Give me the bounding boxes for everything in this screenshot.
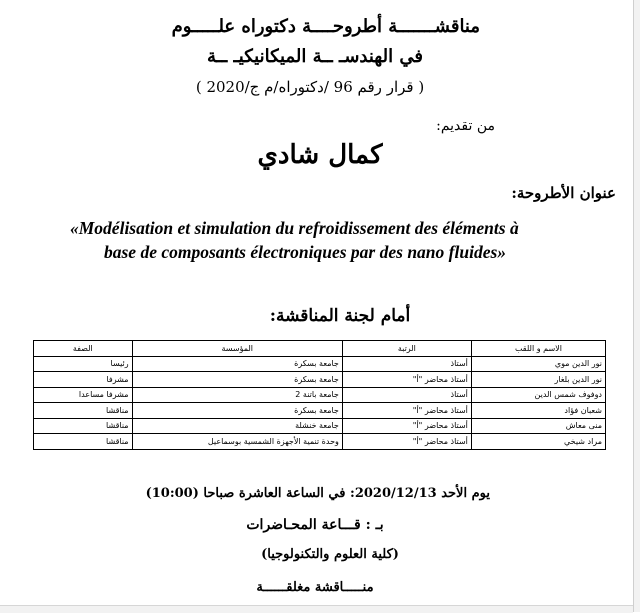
- decree-reference: ( قرار رقم 96 /دكتوراه/م ج/2020 ): [195, 78, 425, 96]
- member-rank: أستاذ محاضر "أ": [342, 418, 471, 434]
- thesis-title-line-2: base de composants électroniques par des nano fluides»: [104, 242, 507, 262]
- member-role: مناقشا: [34, 434, 133, 450]
- member-institution: جامعة خنشلة: [132, 418, 342, 434]
- thesis-title-label: عنوان الأطروحة:: [511, 184, 616, 202]
- member-role: مشرفا: [34, 372, 133, 388]
- table-row: [34, 372, 606, 388]
- member-rank: أستاذ: [342, 387, 471, 403]
- column-header-role: الصفة: [34, 341, 133, 357]
- table-header-row: [34, 341, 606, 357]
- presented-by-label: من تقديم:: [436, 118, 495, 134]
- member-rank: أستاذ محاضر "أ": [342, 403, 471, 419]
- member-name: نور الدين بلغار: [471, 372, 605, 388]
- closed-defense-note: منـــــاقشة مغلقــــــة: [256, 580, 374, 595]
- member-rank: أستاذ: [342, 356, 471, 372]
- member-role: رئيسا: [34, 356, 133, 372]
- member-name: دوفوف شمس الدين: [471, 387, 605, 403]
- member-name: شعبان فؤاد: [471, 403, 605, 419]
- member-institution: جامعة بسكرة: [132, 372, 342, 388]
- member-institution: جامعة باتنة 2: [132, 387, 342, 403]
- table-row: [34, 356, 606, 372]
- table-row: [34, 434, 606, 450]
- member-role: مناقشا: [34, 403, 133, 419]
- faculty-name: (كلية العلوم والتكنولوجيا): [261, 547, 399, 562]
- column-header-name: الاسم و اللقب: [471, 341, 605, 357]
- table-row: [34, 403, 606, 419]
- thesis-title-line-1: «Modélisation et simulation du refroidissement des éléments à: [70, 218, 519, 238]
- member-name: منى معاش: [471, 418, 605, 434]
- committee-heading: أمام لجنة المناقشة:: [269, 306, 411, 326]
- member-role: مشرفا مساعدا: [34, 387, 133, 403]
- column-header-institution: المؤسسة: [132, 341, 342, 357]
- member-role: مناقشا: [34, 418, 133, 434]
- column-header-rank: الرتبة: [342, 341, 471, 357]
- member-institution: جامعة بسكرة: [132, 403, 342, 419]
- committee-table: [33, 340, 606, 450]
- member-institution: وحدة تنمية الأجهزة الشمسية بوسماعيل: [132, 434, 342, 450]
- candidate-name: كمال شادي: [257, 140, 383, 170]
- table-row: [34, 387, 606, 403]
- defense-venue: بـ : قـــاعة المحـاضرات: [246, 517, 384, 533]
- viewer-right-edge: [633, 0, 640, 612]
- member-rank: أستاذ محاضر "أ": [342, 434, 471, 450]
- specialty-line: في الهندسـ ــة الميكانيكيـ ــة: [207, 46, 423, 67]
- member-name: نور الدين موي: [471, 356, 605, 372]
- table-row: [34, 418, 606, 434]
- member-rank: أستاذ محاضر "أ": [342, 372, 471, 388]
- member-name: مراد شيخي: [471, 434, 605, 450]
- document-title: مناقشـــــــة أطروحــــة دكتوراه علـــــوم: [171, 16, 480, 37]
- member-institution: جامعة بسكرة: [132, 356, 342, 372]
- defense-schedule: يوم الأحد 2020/12/13: في الساعة العاشرة صباحا (10:00): [145, 486, 490, 501]
